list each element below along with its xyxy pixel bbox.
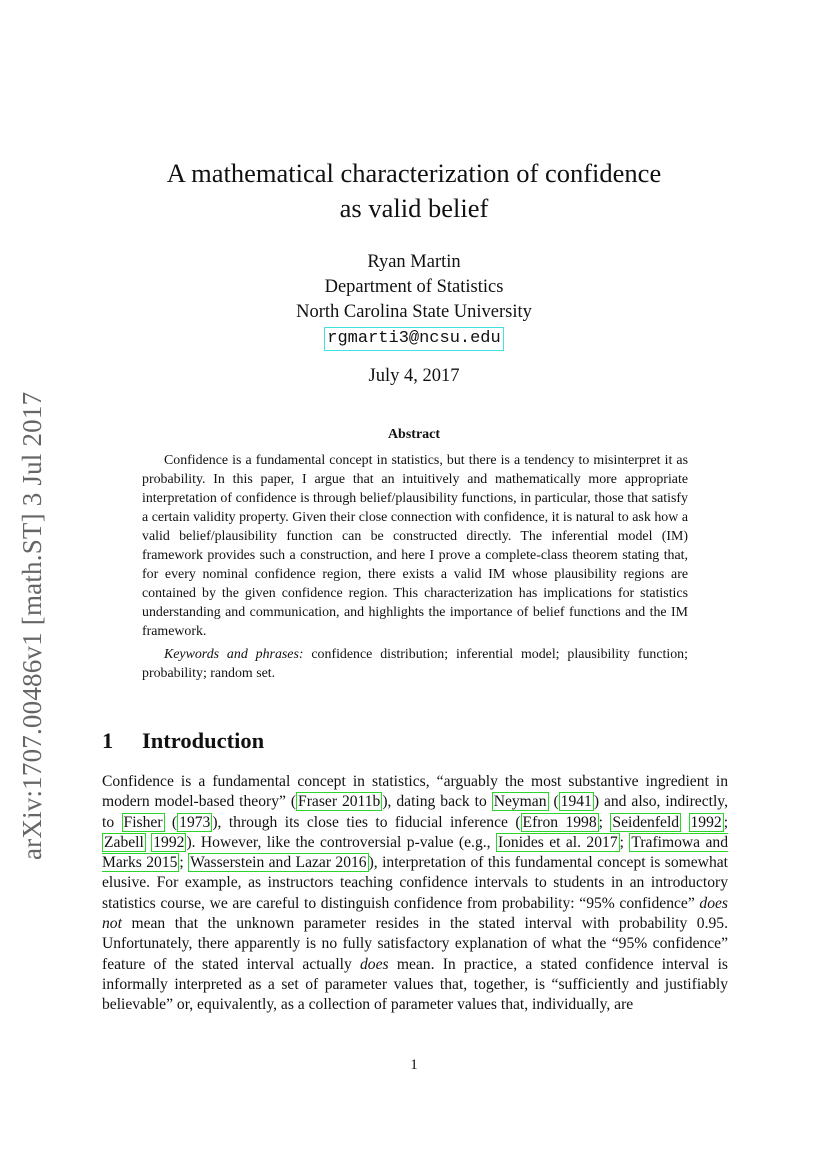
section-heading xyxy=(102,728,264,754)
abstract-heading: Abstract xyxy=(387,427,441,442)
intro-text: ; xyxy=(619,833,630,851)
citation-link[interactable]: 1992 xyxy=(690,813,722,831)
intro-text: ; xyxy=(598,813,611,831)
citation-link[interactable]: Zabell xyxy=(104,833,144,851)
author-block xyxy=(0,250,828,351)
section-number: 1 xyxy=(102,728,114,753)
citation-link[interactable]: Seidenfeld xyxy=(612,813,680,831)
keywords-text: confidence distribution; inferential model; plausibility function; probability; random set. xyxy=(142,647,688,681)
keywords-label: Keywords and phrases: xyxy=(164,647,304,662)
intro-text: ), interpretation of this fundamental concept is somewhat elusive. For example, as instructors teaching confidence intervals to students in an introductory statistics course, we are careful to distinguish confidence from probability: “95% confidence” xyxy=(102,854,728,912)
intro-text: ). However, like the controversial p-value (e.g., xyxy=(186,833,496,851)
author-department: Department of Statistics xyxy=(324,277,504,297)
keywords xyxy=(142,645,688,683)
citation-link[interactable]: 1941 xyxy=(560,793,592,811)
abstract-text: Confidence is a fundamental concept in statistics, but there is a tendency to misinterpret it as probability. In this paper, I argue that an intuitively and mathematically more appropriate interpretation of confidence is through belief/plausibility functions, in particular, those that satisfy a certain validity property. Given their close connection with confidence, it is natural to ask how a valid belief/plausibility function can be constructed directly. The inferential model (IM) framework provides such a construction, and here I prove a complete-class theorem stating that, for every nominal confidence region, there exists a valid IM whose plausibility regions are contained by the given confidence region. This characterization has implications for statistics understanding and communication, and highlights the importance of belief functions and the IM framework. xyxy=(142,453,688,639)
paper-date: July 4, 2017 xyxy=(368,366,460,386)
author-university: North Carolina State University xyxy=(296,302,532,322)
abstract xyxy=(142,451,688,683)
intro-text xyxy=(681,814,688,831)
intro-text: ; xyxy=(179,854,189,872)
intro-text: ) and also, indirectly, to xyxy=(102,793,728,831)
intro-paragraph xyxy=(102,772,728,1016)
citation-link[interactable]: 1992 xyxy=(153,833,185,851)
intro-text: Confidence is a fundamental concept in statistics, “arguably the most substantive ingredient in modern model-based theory” ( xyxy=(102,773,728,811)
intro-text: ( xyxy=(164,813,178,831)
intro-text: mean that the unknown parameter resides in the stated interval with probability 0.95. Unfortunately, there apparently is no fully satisfactory explanation of what the “95% confidence” feature of the stated interval actually xyxy=(102,915,728,973)
citation-link[interactable]: 1973 xyxy=(179,813,211,831)
page-number: 1 xyxy=(410,1057,418,1073)
intro-text: ), through its close ties to fiducial inference ( xyxy=(212,813,521,831)
paper-title xyxy=(0,156,828,226)
intro-text: ; xyxy=(723,813,729,831)
intro-text: ), dating back to xyxy=(382,793,492,811)
citation-link[interactable]: Neyman xyxy=(493,793,547,811)
author-name: Ryan Martin xyxy=(367,252,461,272)
intro-text: ( xyxy=(548,793,559,811)
citation-link[interactable]: Trafimowa and Marks 2015 xyxy=(102,833,728,872)
citation-link[interactable]: Efron 1998 xyxy=(522,813,597,831)
emphasis-text: does xyxy=(360,955,389,973)
citation-link[interactable]: Fraser 2011b xyxy=(298,793,381,811)
section-title: Introduction xyxy=(142,728,265,753)
intro-text: mean. In practice, a stated confidence interval is informally interpreted as a set of parameter values that, together, is “sufficiently and justifiably believable” or, equivalently, as a collection of parameter values that, individually, are xyxy=(102,955,728,1014)
citation-link[interactable]: Ionides et al. 2017 xyxy=(497,833,618,851)
emphasis-text: does not xyxy=(102,894,728,933)
citation-link[interactable]: Fisher xyxy=(123,813,163,831)
arxiv-identifier-sidebar: arXiv:1707.00486v1 [math.ST] 3 Jul 2017 xyxy=(17,391,47,860)
author-email-link[interactable]: rgmarti3@ncsu.edu xyxy=(324,327,503,351)
citation-link[interactable]: Wasserstein and Lazar 2016 xyxy=(190,854,367,872)
title-line-1: A mathematical characterization of confidence xyxy=(166,158,662,188)
title-line-2: as valid belief xyxy=(339,193,489,223)
